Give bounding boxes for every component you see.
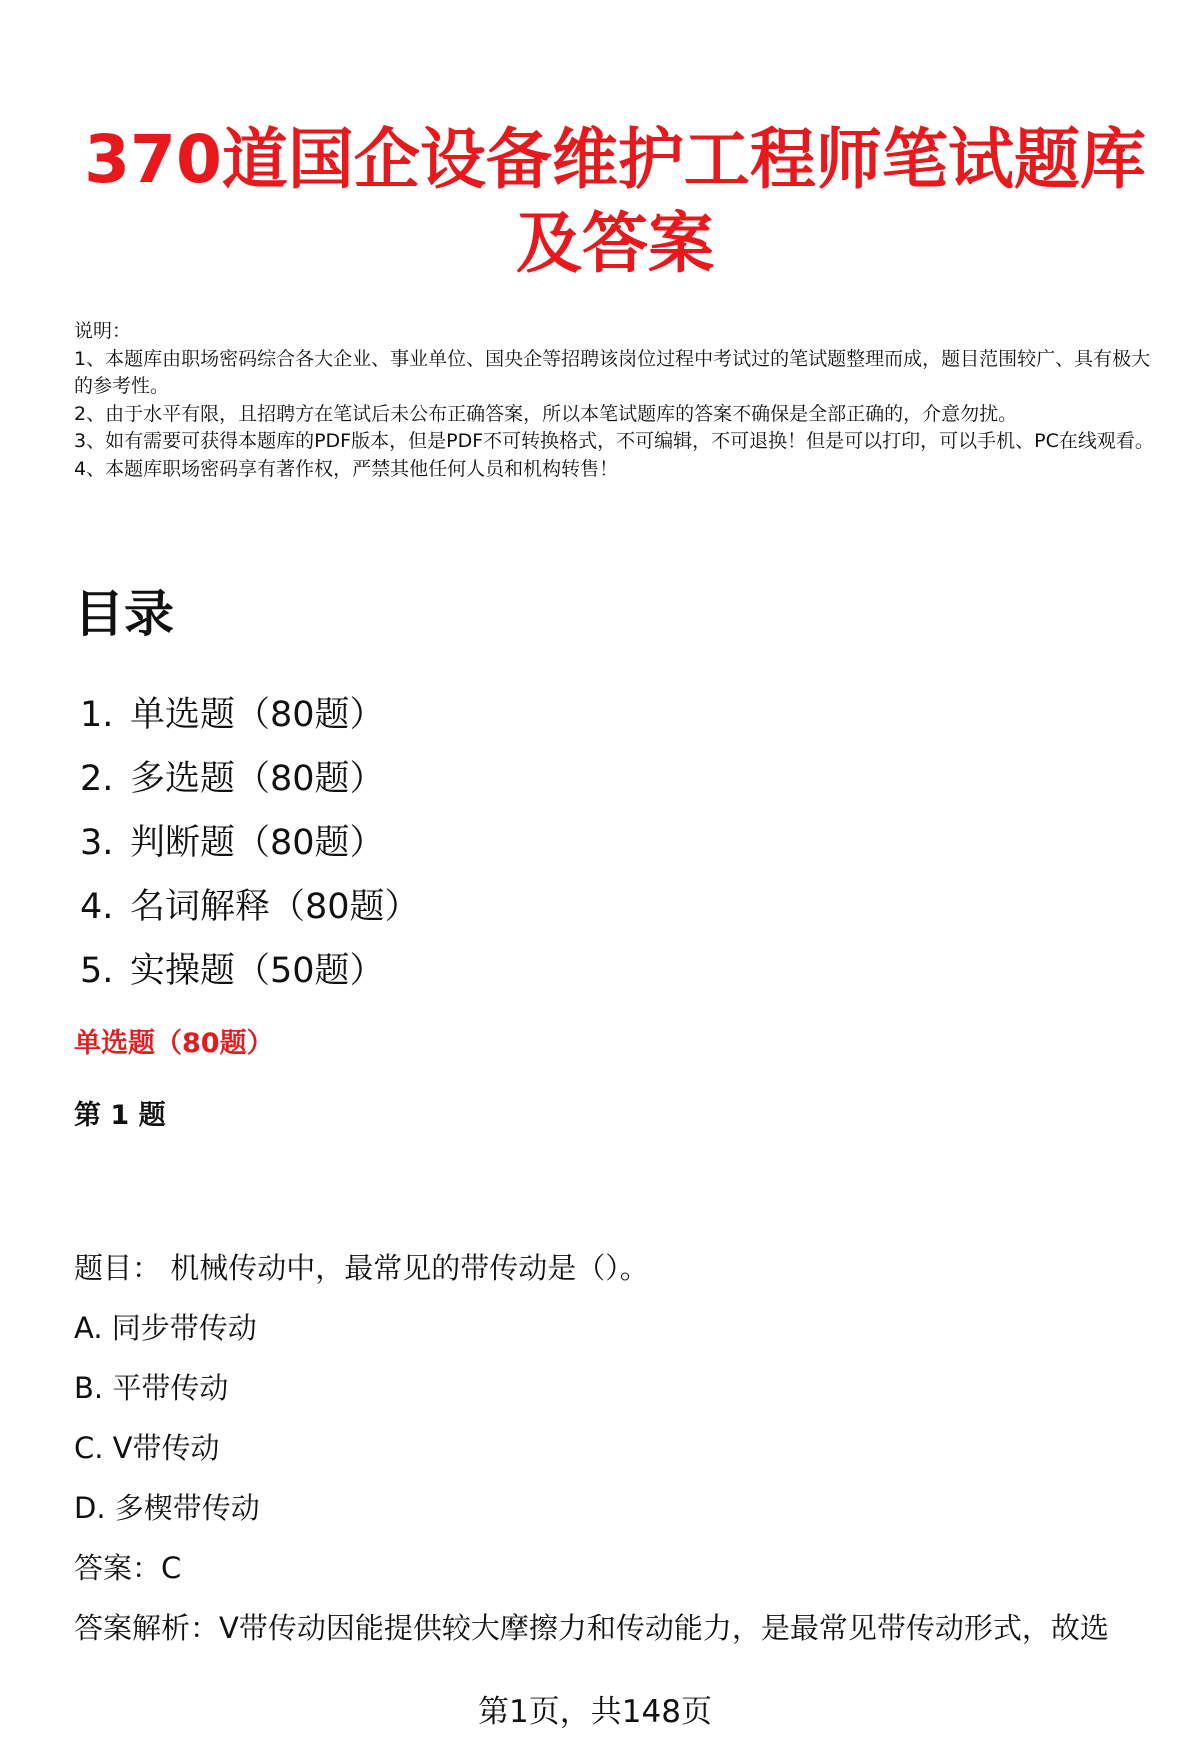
toc-item-label: 多选题（80题） bbox=[130, 759, 385, 799]
toc-item-multiple-choice[interactable] bbox=[80, 747, 420, 811]
option-b: B. 平带传动 bbox=[74, 1371, 229, 1405]
instruction-item: 3、如有需要可获得本题库的PDF版本，但是PDF不可转换格式，不可编辑，不可退换！但是可以打印，可以手机、PC在线观看。 bbox=[74, 430, 1154, 452]
toc-item-number: 3. bbox=[80, 823, 114, 863]
instructions-heading: 说明： bbox=[74, 320, 132, 342]
option-a: A. 同步带传动 bbox=[74, 1311, 257, 1345]
toc-item-number: 1. bbox=[80, 695, 114, 735]
toc-heading: 目录 bbox=[74, 585, 174, 643]
section-title: 单选题（80题） bbox=[74, 1028, 274, 1059]
option-d: D. 多楔带传动 bbox=[74, 1491, 260, 1525]
toc-item-label: 单选题（80题） bbox=[130, 695, 385, 735]
document-title-line-1: 370道国企设备维护工程师笔试题库 bbox=[84, 121, 1146, 198]
question-stem: 题目： 机械传动中，最常见的带传动是（）。 bbox=[74, 1251, 649, 1285]
toc-item-practical[interactable] bbox=[80, 939, 420, 1003]
option-c: C. V带传动 bbox=[74, 1431, 220, 1465]
toc-item-label: 名词解释（80题） bbox=[130, 887, 420, 927]
toc-item-label: 判断题（80题） bbox=[130, 823, 385, 863]
answer: 答案：C bbox=[74, 1551, 182, 1585]
toc-item-label: 实操题（50题） bbox=[130, 951, 385, 991]
instruction-item: 2、由于水平有限，且招聘方在笔试后未公布正确答案，所以本笔试题库的答案不确保是全部正确的，介意勿扰。 bbox=[74, 402, 1018, 425]
toc-item-number: 2. bbox=[80, 759, 114, 799]
instruction-item: 1、本题库由职场密码综合各大企业、事业单位、国央企等招聘该岗位过程中考试过的笔试题整理而成，题目范围较广、具有极大的参考性。 bbox=[74, 347, 1151, 397]
question-body bbox=[74, 1245, 1154, 1665]
question-number: 第 1 题 bbox=[74, 1100, 166, 1131]
page-footer: 第1页，共148页 bbox=[478, 1694, 712, 1730]
toc-item-number: 5. bbox=[80, 951, 114, 991]
answer-explanation: 答案解析：V带传动因能提供较大摩擦力和传动能力，是最常见带传动形式，故选 bbox=[74, 1611, 1109, 1645]
instruction-item: 4、本题库职场密码享有著作权，严禁其他任何人员和机构转售！ bbox=[74, 457, 619, 480]
instructions-block bbox=[74, 318, 1154, 483]
toc-item-number: 4. bbox=[80, 887, 114, 927]
document-title bbox=[60, 118, 1170, 286]
document-title-line-2: 及答案 bbox=[516, 205, 714, 282]
toc-item-true-false[interactable] bbox=[80, 811, 420, 875]
table-of-contents bbox=[80, 683, 420, 1003]
toc-item-term-definitions[interactable] bbox=[80, 875, 420, 939]
toc-item-single-choice[interactable] bbox=[80, 683, 420, 747]
